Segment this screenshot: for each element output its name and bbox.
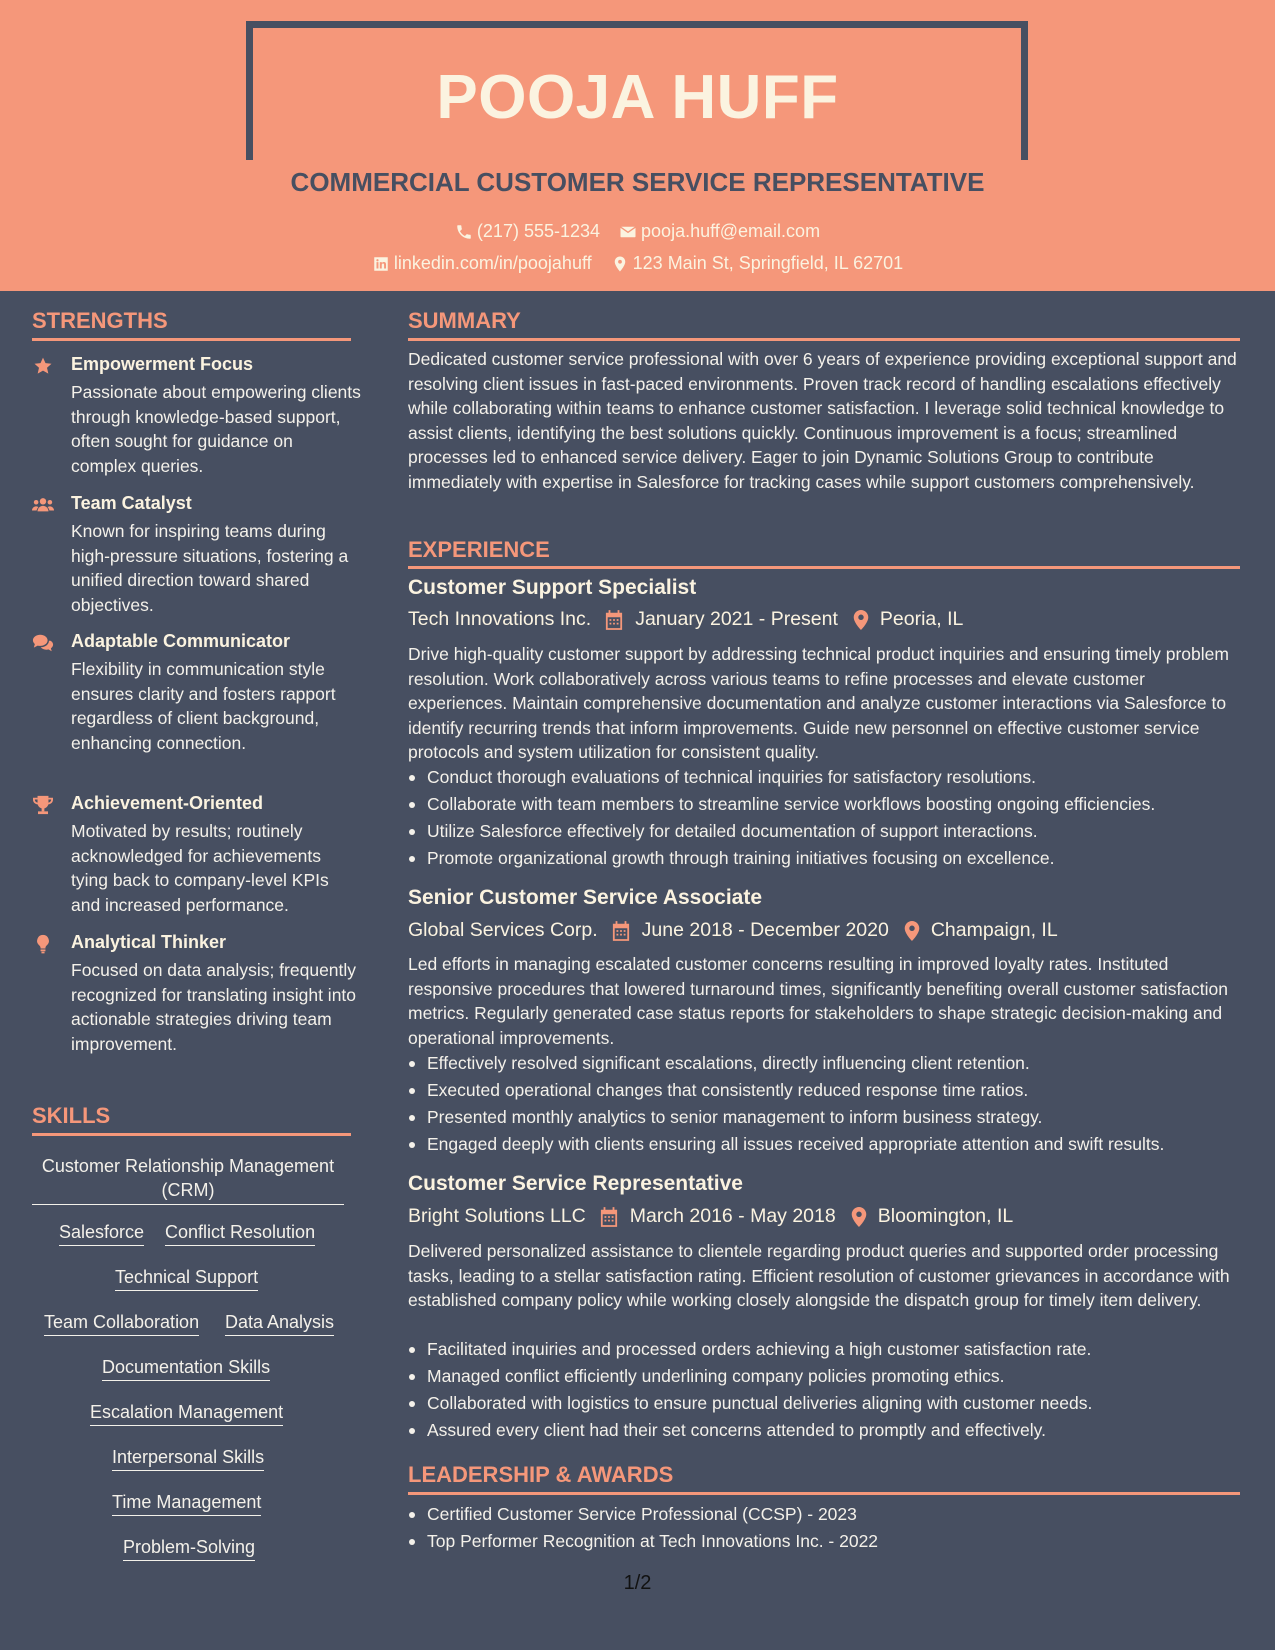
skill-tag: Team Collaboration (44, 1312, 199, 1336)
map-marker-icon (903, 921, 921, 941)
phone-contact[interactable] (455, 221, 600, 242)
list-item: Promote organizational growth through training initiatives focusing on excellence. (408, 845, 1248, 872)
experience-rule (408, 566, 1240, 569)
strength-desc: Passionate about empowering clients through knowledge-based support, often sought for guidance on complex queries. (71, 382, 361, 476)
job-role: Customer Support Specialist (408, 576, 697, 599)
list-item: Assured every client had their set concerns attended to promptly and effectively. (408, 1417, 1248, 1444)
linkedin-icon (372, 255, 390, 273)
strength-desc: Focused on data analysis; frequently recognized for translating insight into actionable strategies driving team improvement. (71, 960, 357, 1054)
contact-row-1 (0, 221, 1275, 246)
job-meta (408, 919, 1058, 942)
users-icon (32, 495, 56, 515)
list-item: Managed conflict efficiently underlining company policies promoting ethics. (408, 1363, 1248, 1390)
page-number: 1/2 (623, 1572, 652, 1594)
job-company: Tech Innovations Inc. (408, 608, 592, 630)
job-description: Delivered personalized assistance to clientele regarding product queries and supported order processing tasks, leading to a stellar satisfaction rating. Efficient resolution of customer grievances in accordance with established company policy while working closely alongside the dispatch group for timely item delivery. (408, 1241, 1230, 1310)
map-marker-icon (611, 255, 629, 273)
job-role: Senior Customer Service Associate (408, 886, 763, 909)
envelope-icon (619, 223, 637, 241)
job-location: Bloomington, IL (877, 1205, 1014, 1227)
job-dates: March 2016 - May 2018 (629, 1205, 836, 1227)
skill-tag: Time Management (112, 1492, 261, 1516)
job-bullets (408, 764, 1248, 872)
email-text: pooja.huff@email.com (641, 221, 821, 241)
job-bullets (408, 1050, 1248, 1158)
calendar-icon (600, 1207, 618, 1227)
summary-text: Dedicated customer service professional with over 6 years of experience providing exceptional support and resolving client issues in fast-paced environments. Proven track record of handling escalations effectively while collaborating within teams to enhance customer satisfaction. I leverage solid technical knowledge to assist clients, identifying the best solutions quickly. Continuous improvement is a focus; streamlined processes led to enhanced service delivery. Eager to join Dynamic Solutions Group to contribute immediately with expertise in Salesforce for tracking cases while support customers comprehensively. (408, 349, 1237, 492)
summary-rule (408, 338, 1240, 341)
strength-name: Empowerment Focus (71, 354, 254, 374)
strength-desc: Flexibility in communication style ensures clarity and fosters rapport regardless of client background, enhancing connection. (71, 659, 336, 753)
skill-tag: Data Analysis (225, 1312, 334, 1336)
strength-name: Analytical Thinker (71, 932, 227, 952)
list-item: Effectively resolved significant escalations, directly influencing client retention. (408, 1050, 1248, 1077)
job-meta (408, 1205, 1013, 1228)
job-bullets (408, 1336, 1248, 1444)
job-role: Customer Service Representative (408, 1172, 743, 1195)
strengths-heading: STRENGTHS (32, 308, 168, 333)
experience-heading: EXPERIENCE (408, 537, 550, 562)
awards-heading: LEADERSHIP & AWARDS (408, 1462, 674, 1487)
phone-icon (455, 223, 473, 241)
awards-rule (408, 1492, 1240, 1495)
skill-tag: Problem-Solving (123, 1537, 255, 1561)
address-contact (611, 253, 904, 274)
calendar-icon (612, 921, 630, 941)
awards-list (408, 1501, 1248, 1555)
job-location: Champaign, IL (930, 919, 1058, 941)
calendar-icon (605, 610, 623, 630)
map-marker-icon (850, 1207, 868, 1227)
trophy-icon (32, 795, 56, 815)
list-item: Collaborate with team members to streamline service workflows boosting ongoing efficiencies. (408, 791, 1248, 818)
address-text: 123 Main St, Springfield, IL 62701 (632, 253, 904, 273)
linkedin-contact[interactable] (372, 253, 592, 274)
lightbulb-icon (32, 934, 56, 954)
linkedin-text: linkedin.com/in/poojahuff (393, 253, 592, 273)
job-meta (408, 608, 963, 631)
skill-tag: Escalation Management (90, 1402, 283, 1426)
summary-heading: SUMMARY (408, 308, 521, 333)
skill-tag: Technical Support (115, 1267, 258, 1291)
strength-name: Achievement-Oriented (71, 793, 264, 813)
email-contact[interactable] (619, 221, 820, 242)
skills-heading: SKILLS (32, 1103, 111, 1128)
candidate-title: COMMERCIAL CUSTOMER SERVICE REPRESENTATIVE (290, 167, 985, 197)
skills-rule (32, 1133, 351, 1136)
job-location: Peoria, IL (879, 608, 964, 630)
skill-tag: Interpersonal Skills (112, 1447, 264, 1471)
comments-icon (32, 633, 56, 653)
job-company: Bright Solutions LLC (408, 1205, 586, 1227)
strength-desc: Known for inspiring teams during high-pressure situations, fostering a unified direction toward shared objectives. (71, 521, 349, 615)
job-dates: January 2021 - Present (635, 608, 838, 630)
skill-tag: Customer Relationship Management (CRM) (32, 1154, 344, 1205)
list-item: Collaborated with logistics to ensure punctual deliveries aligning with customer needs. (408, 1390, 1248, 1417)
job-dates: June 2018 - December 2020 (641, 919, 889, 941)
job-description: Led efforts in managing escalated customer concerns resulting in improved loyalty rates. Instituted responsive procedures that lowered turnaround times, significantly benefiting overall customer satisfaction metrics. Regularly generated case status reports for stakeholders to shape strategic decision-making and operational improvements. (408, 954, 1229, 1048)
strengths-rule (32, 338, 351, 341)
header-band (0, 0, 1275, 291)
list-item: Facilitated inquiries and processed orders achieving a high customer satisfaction rate. (408, 1336, 1248, 1363)
strength-desc: Motivated by results; routinely acknowledged for achievements tying back to company-level KPIs and increased performance. (71, 821, 329, 915)
phone-text: (217) 555-1234 (476, 221, 601, 241)
list-item: Certified Customer Service Professional (CCSP) - 2023 (408, 1501, 1248, 1528)
contact-row-2 (0, 253, 1275, 278)
strength-name: Team Catalyst (71, 493, 192, 513)
job-description: Drive high-quality customer support by addressing technical product inquiries and ensuring timely problem resolution. Work collaboratively across various teams to refine processes and elevate customer experiences. Maintain comprehensive documentation and analyze customer interactions via Salesforce to identify recurring trends that inform improvements. Guide new personnel on effective customer service protocols and system utilization for consistent quality. (408, 644, 1229, 762)
skill-tag: Salesforce (59, 1222, 144, 1246)
candidate-name: POOJA HUFF (436, 63, 839, 132)
skill-tag: Conflict Resolution (165, 1222, 315, 1246)
list-item: Conduct thorough evaluations of technical inquiries for satisfactory resolutions. (408, 764, 1248, 791)
map-marker-icon (852, 610, 870, 630)
strength-name: Adaptable Communicator (71, 631, 291, 651)
list-item: Utilize Salesforce effectively for detailed documentation of support interactions. (408, 818, 1248, 845)
star-icon (32, 356, 56, 376)
list-item: Engaged deeply with clients ensuring all issues received appropriate attention and swift results. (408, 1131, 1248, 1158)
list-item: Top Performer Recognition at Tech Innovations Inc. - 2022 (408, 1528, 1248, 1555)
list-item: Executed operational changes that consistently reduced response time ratios. (408, 1077, 1248, 1104)
list-item: Presented monthly analytics to senior management to inform business strategy. (408, 1104, 1248, 1131)
job-company: Global Services Corp. (408, 919, 598, 941)
skill-tag: Documentation Skills (102, 1357, 270, 1381)
